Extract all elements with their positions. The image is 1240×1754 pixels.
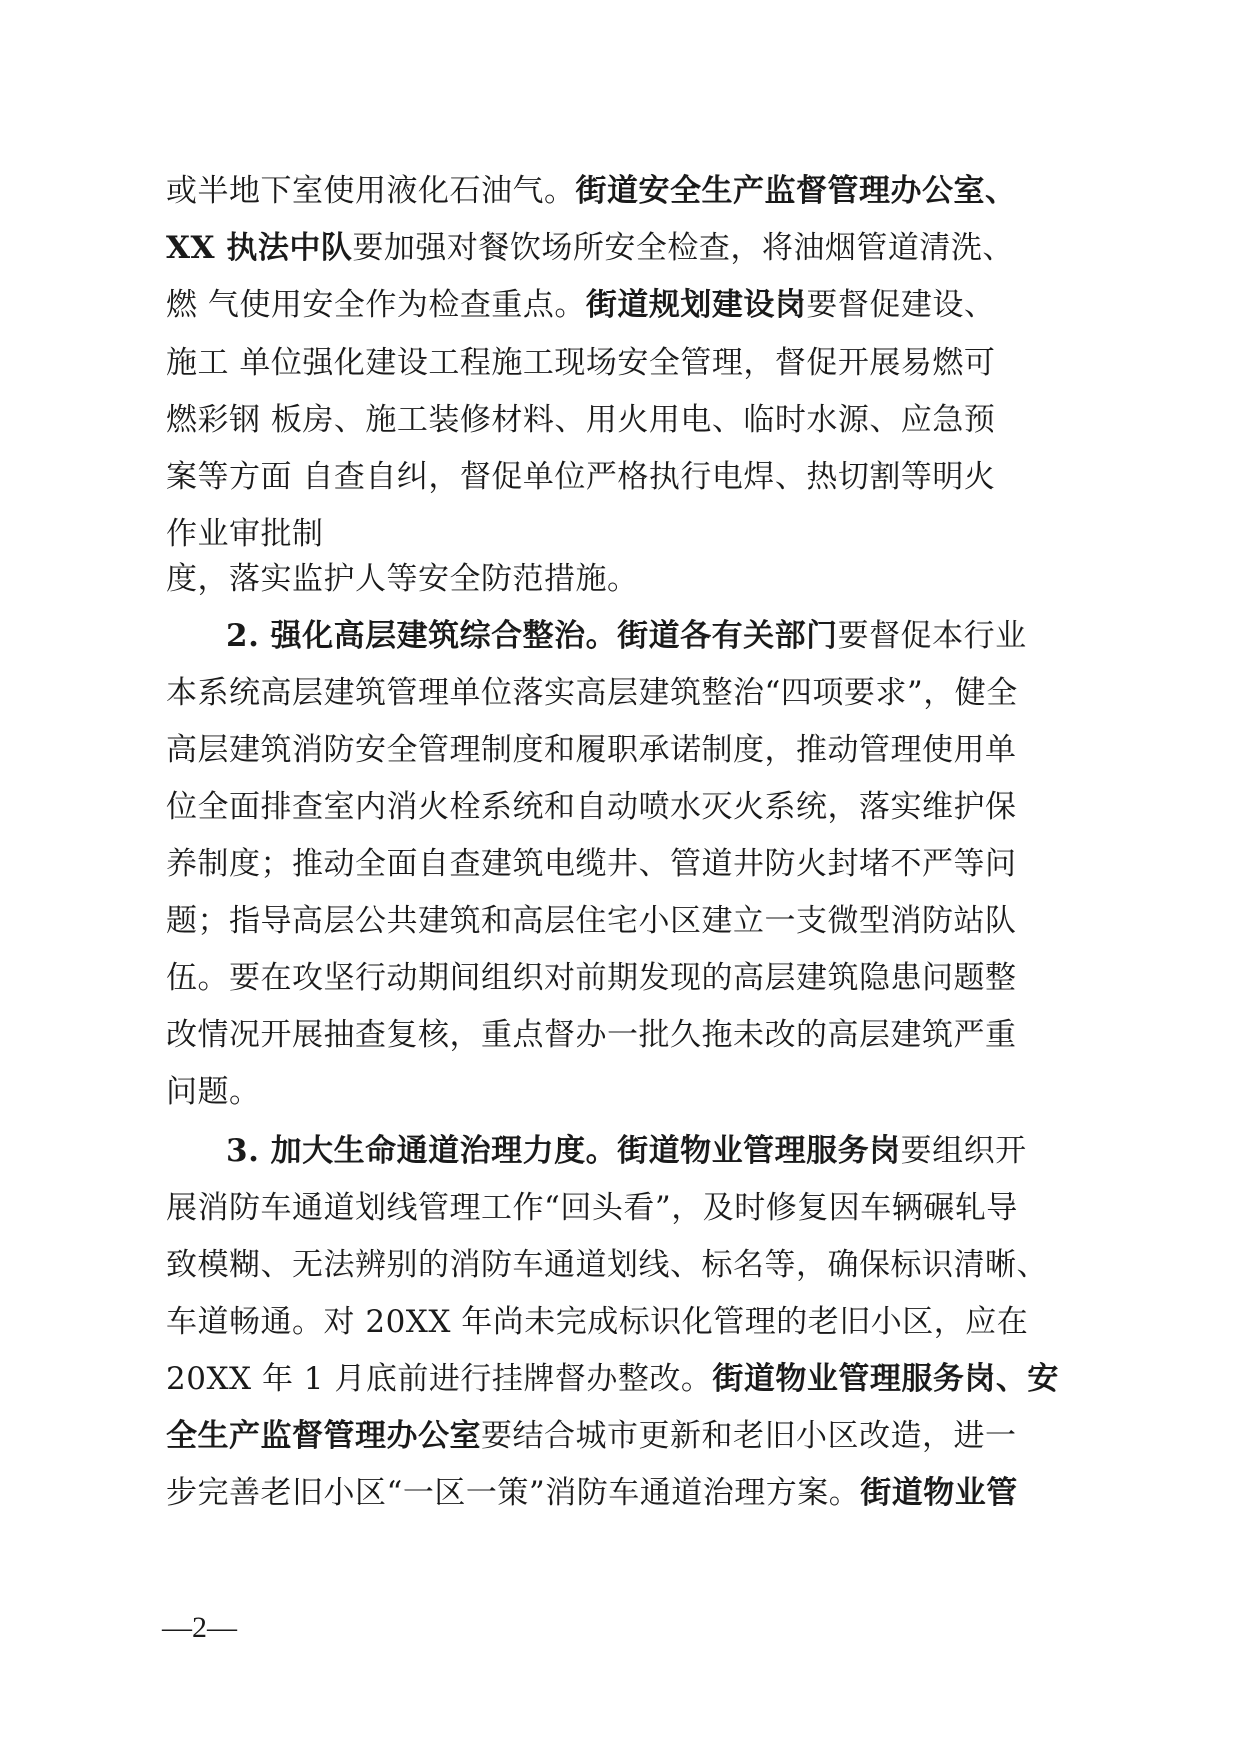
paragraph-2-line-6: 题；指导高层公共建筑和高层住宅小区建立一支微型消防站队 [166,903,1017,939]
paragraph-1-line-8: 度，落实监护人等安全防范措施。 [166,561,639,597]
paragraph-1-line-3 [166,286,995,324]
bold-run: 全生产监督管理办公室 [166,1418,481,1454]
bold-run: 街道物业管理服务岗、安 [712,1361,1059,1397]
bold-run: 2. 强化高层建筑综合整治。街道各有关部门 [226,618,838,654]
paragraph-3-line-7 [166,1474,1018,1512]
paragraph-3-line-2: 展消防车通道划线管理工作“回头看”，及时修复因车辆碾轧导 [166,1190,1018,1226]
paragraph-3-line-5 [166,1360,1059,1398]
paragraph-1-line-2 [166,229,1014,267]
paragraph-2-line-4: 位全面排查室内消火栓系统和自动喷水灭火系统，落实维护保 [166,789,1017,825]
paragraph-2-line-5: 养制度；推动全面自查建筑电缆井、管道井防火封堵不严等问 [166,846,1017,882]
text-run: 要结合城市更新和老旧小区改造，进一 [481,1418,1017,1454]
paragraph-1-line-7: 作业审批制 [166,516,324,552]
paragraph-3-line-4: 车道畅通。对 20XX 年尚未完成标识化管理的老旧小区，应在 [166,1304,1029,1340]
bold-run: 街道物业管 [860,1475,1018,1511]
bold-run: 街道安全生产监督管理办公室、 [575,173,1017,209]
text-run: 要加强对餐饮场所安全检查，将油烟管道清洗、 [352,230,1014,266]
paragraph-1-line-6: 案等方面 自查自纠，督促单位严格执行电焊、热切割等明火 [166,459,996,495]
text-run: 要组织开 [900,1133,1027,1169]
text-run: 要督促建设、 [806,287,996,323]
paragraph-1-line-4: 施工 单位强化建设工程施工现场安全管理，督促开展易燃可 [166,345,996,381]
paragraph-2-line-1 [226,617,1027,655]
paragraph-2-line-9: 问题。 [166,1074,261,1110]
paragraph-3-line-3: 致模糊、无法辨别的消防车通道划线、标名等，确保标识清晰、 [166,1247,1048,1283]
page-number: —2— [162,1611,237,1644]
paragraph-1-line-5: 燃彩钢 板房、施工装修材料、用火用电、临时水源、应急预 [166,402,996,438]
paragraph-3-line-1 [226,1132,1027,1170]
paragraph-2-line-7: 伍。要在攻坚行动期间组织对前期发现的高层建筑隐患问题整 [166,960,1017,996]
text-run: 或半地下室使用液化石油气。 [166,173,576,209]
text-run: 燃 气使用安全作为检查重点。 [166,287,586,323]
bold-run: 3. 加大生命通道治理力度。街道物业管理服务岗 [226,1133,901,1169]
paragraph-1-line-1 [166,172,1017,210]
bold-run: XX 执法中队 [166,230,353,266]
text-run: 20XX 年 1 月底前进行挂牌督办整改。 [166,1361,713,1397]
paragraph-2-line-3: 高层建筑消防安全管理制度和履职承诺制度，推动管理使用单 [166,732,1017,768]
paragraph-2-line-2: 本系统高层建筑管理单位落实高层建筑整治“四项要求”，健全 [166,675,1018,711]
bold-run: 街道规划建设岗 [585,287,807,323]
text-run: 要督促本行业 [837,618,1027,654]
paragraph-3-line-6 [166,1417,1017,1455]
text-run: 步完善老旧小区“一区一策”消防车通道治理方案。 [166,1475,861,1511]
paragraph-2-line-8: 改情况开展抽查复核，重点督办一批久拖未改的高层建筑严重 [166,1017,1017,1053]
